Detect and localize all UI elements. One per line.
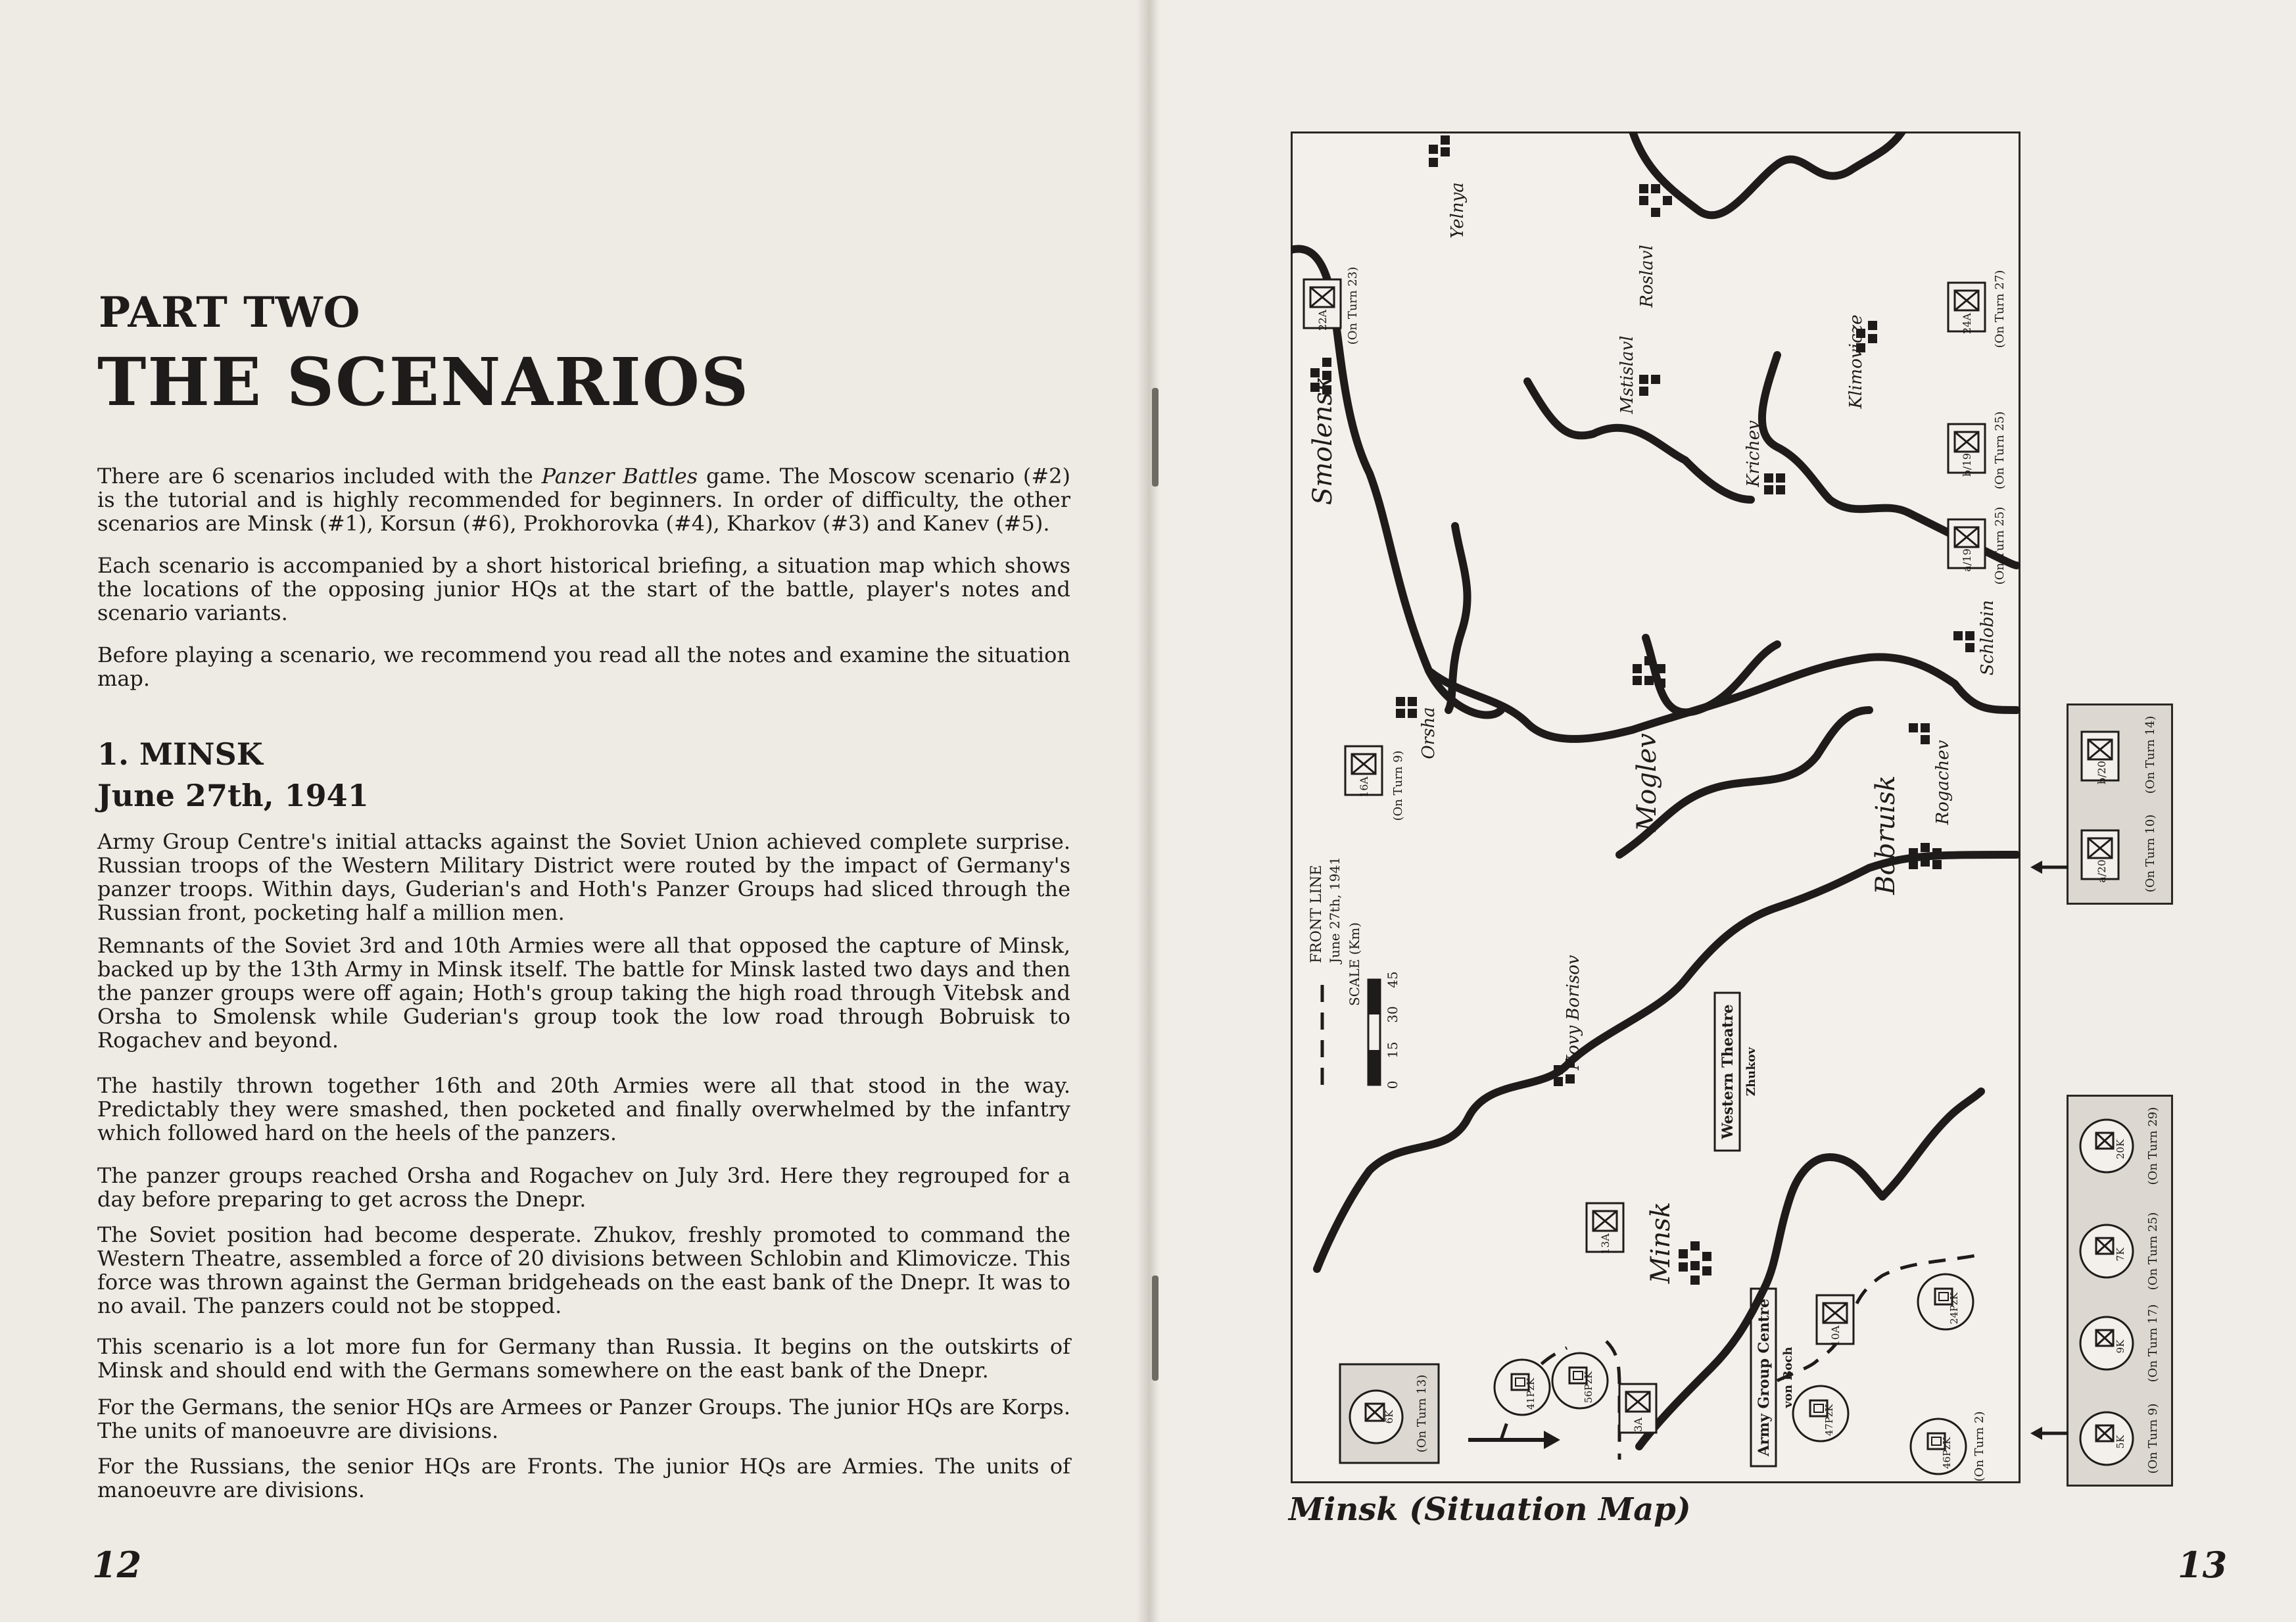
- scale-bar-segment-1: [1368, 1050, 1380, 1085]
- place-mstislavl: Mstislavl: [1617, 335, 1637, 414]
- unit-56pzk-label: 56PzK: [1583, 1371, 1594, 1404]
- unit-22a-turn: (On Turn 23): [1346, 266, 1360, 345]
- scale-tick-15: 15: [1385, 1041, 1400, 1059]
- unit-3a: [1619, 1384, 1656, 1433]
- unit-b19-turn: (On Turn 25): [1993, 411, 2007, 490]
- unit-5k-turn: (On Turn 9): [2146, 1403, 2160, 1474]
- scale-tick-45: 45: [1385, 971, 1400, 988]
- unit-41pzk: [1495, 1360, 1550, 1415]
- staple-top: [1152, 388, 1159, 487]
- unit-5k-label: 5K: [2115, 1435, 2126, 1449]
- legend-front-line-label: FRONT LINE: [1308, 865, 1325, 963]
- unit-46pzk-label: 46PzK: [1941, 1437, 1953, 1469]
- place-klimovicze: Klimovicze: [1846, 314, 1866, 409]
- scale-tick-0: 0: [1385, 1080, 1400, 1089]
- town-minsk-icon: [1679, 1241, 1711, 1285]
- unit-16a-label: 16A: [1358, 776, 1370, 798]
- reinforcement-box-6k: [1340, 1364, 1439, 1463]
- place-minsk: Minsk: [1646, 1201, 1676, 1284]
- sozh-branch-river: [1527, 381, 1751, 500]
- german-reinforcements: [2069, 1097, 2171, 1485]
- part-label: PART TWO: [99, 288, 361, 337]
- soviet-reinforcements: [2069, 705, 2171, 903]
- unit-9k-turn: (On Turn 17): [2146, 1304, 2160, 1383]
- unit-47pzk-label: 47PzK: [1823, 1404, 1835, 1437]
- map-legend: [1308, 857, 1400, 1089]
- town-yelnya-icon: [1429, 135, 1450, 167]
- army-group-centre-label: Army Group Centre: [1756, 1299, 1773, 1456]
- unit-24a: [1948, 270, 2007, 348]
- body-paragraph-3: The hastily thrown together 16th and 20th Armies were all that stood in the way. Predictably they were smashed, then pocketed and finally overwhelmed by the infantry which followed hard on the heels of the panzers.: [97, 1073, 1070, 1145]
- unit-46pzk-turn: (On Turn 2): [1973, 1411, 1986, 1482]
- page-number-left: 12: [92, 1544, 142, 1586]
- town-schlobin-icon: [1953, 631, 1974, 652]
- body-paragraph-6: This scenario is a lot more fun for Germany than Russia. It begins on the outskirts of Minsk and should end with the Germans somewhere on the east bank of the Dnepr.: [97, 1334, 1070, 1383]
- unit-13a-label: 13A: [1599, 1233, 1612, 1254]
- left-page: [0, 0, 1147, 1622]
- part-title: THE SCENARIOS: [97, 343, 750, 421]
- place-bobruisk: Bobruisk: [1871, 775, 1901, 895]
- oka-branch-river: [1448, 526, 1468, 710]
- place-smolensk: Smolensk: [1308, 375, 1338, 506]
- unit-10a-label: 10A: [1829, 1325, 1842, 1347]
- intro-paragraph-2: Each scenario is accompanied by a short historical briefing, a situation map which shows the locations of the opposing junior HQs at the start of the battle, player's notes and scenario variants.: [97, 553, 1070, 625]
- unit-6k-turn: (On Turn 13): [1415, 1374, 1429, 1453]
- unit-20k-label: 20K: [2115, 1139, 2126, 1160]
- unit-9k-label: 9K: [2115, 1339, 2126, 1354]
- body-paragraph-7: For the Germans, the senior HQs are Armees or Panzer Groups. The junior HQs are Korps. The units of manoeuvre are divisions.: [97, 1395, 1070, 1443]
- unit-16a: [1345, 746, 1405, 821]
- place-schlobin: Schlobin: [1978, 600, 1997, 676]
- town-rogachev-icon: [1909, 723, 1930, 744]
- entry-arrow-head-icon: [1544, 1431, 1560, 1449]
- unit-a20-label: a/20: [2095, 859, 2108, 883]
- place-yelnya: Yelnya: [1448, 182, 1468, 239]
- unit-10a: [1817, 1295, 1854, 1347]
- unit-b20-label: b/20: [2095, 761, 2108, 784]
- body-paragraph-2: Remnants of the Soviet 3rd and 10th Armies were all that opposed the capture of Minsk, backed up by the 13th Army in Minsk itself. The battle for Minsk lasted two days and then the panzer groups were off again; Hoth's group taking the high road through Vitebsk and Orsha to Smolensk while Guderian's group took the low road through Bobruisk to Rogachev and beyond.: [97, 933, 1070, 1053]
- german-units: [1495, 1274, 1986, 1482]
- unit-16a-turn: (On Turn 9): [1391, 750, 1405, 821]
- body-paragraph-1: Army Group Centre's initial attacks against the Soviet Union achieved complete surprise. Russian troops of the Western Military District were routed by the impact of Germany's panzer troops. Within days, Guderian's and Hoth's Panzer Groups had sliced through the Russian front, pocketing half a million men.: [97, 829, 1070, 925]
- unit-3a-label: 3A: [1632, 1418, 1644, 1432]
- unit-a19: [1948, 507, 2007, 585]
- place-names: [1308, 182, 1997, 1284]
- sozh-river: [1633, 131, 1902, 215]
- scale-tick-30: 30: [1385, 1006, 1400, 1023]
- place-novy-borisov: Novy Borisov: [1564, 955, 1583, 1070]
- place-krichev: Krichev: [1744, 420, 1763, 487]
- legend-front-line-date: June 27th, 1941: [1327, 857, 1343, 963]
- body-paragraph-5: The Soviet position had become desperate. Zhukov, freshly promoted to command the Western Theatre, assembled a force of 20 divisions between Schlobin and Klimovicze. This force was thrown against the German bridgeheads on the east bank of the Dnepr. It was to no avail. The panzers could not be stopped.: [97, 1222, 1070, 1318]
- place-rogachev: Rogachev: [1933, 740, 1953, 825]
- town-moglev-icon: [1633, 656, 1665, 688]
- unit-24pzk-label: 24PzK: [1948, 1292, 1960, 1325]
- reinforcement-box-soviet: [2067, 704, 2173, 905]
- reinforcement-box-german: [2067, 1095, 2173, 1487]
- section-heading: 1. MINSK: [97, 736, 263, 772]
- drut-river: [1646, 638, 1777, 712]
- unit-24pzk: [1918, 1274, 1973, 1329]
- section-date: June 27th, 1941: [97, 778, 369, 813]
- western-theatre-label: Western Theatre: [1719, 1004, 1736, 1139]
- intro-paragraph-3: Before playing a scenario, we recommend you read all the notes and examine the situation map.: [97, 642, 1070, 691]
- town-krichev-icon: [1764, 473, 1785, 494]
- scale-bar-segment-3: [1368, 980, 1380, 1014]
- staple-bottom: [1152, 1276, 1159, 1381]
- place-moglev: Moglev: [1632, 733, 1662, 832]
- unit-7k-label: 7K: [2115, 1247, 2126, 1262]
- german-arrow-icon: [2030, 1424, 2070, 1443]
- page-number-right: 13: [2178, 1544, 2228, 1586]
- map-caption: Minsk (Situation Map): [1289, 1491, 1691, 1528]
- soviet-arrow-icon: [2030, 858, 2070, 876]
- unit-a19-label: a/19: [1961, 548, 1973, 572]
- body-paragraph-8: For the Russians, the senior HQs are Fronts. The junior HQs are Armies. The units of manoeuvre are divisions.: [97, 1454, 1070, 1502]
- unit-46pzk: [1911, 1411, 1986, 1481]
- legend-scale-label: SCALE (Km): [1347, 922, 1362, 1006]
- von-boch-label: von Boch: [1781, 1347, 1795, 1408]
- unit-b20-turn: (On Turn 14): [2143, 715, 2157, 794]
- unit-a19-turn: (On Turn 25): [1993, 506, 2007, 585]
- intro-paragraph-1: There are 6 scenarios included with the Panzer Battles game. The Moscow scenario (#2) is the tutorial and is highly recommended for beginners. In order of difficulty, the other scenarios are Minsk (#1), Korsun (#6), Prokhorovka (#4), Kharkov (#3) and Kanev (#5).: [97, 464, 1071, 536]
- unit-41pzk-label: 41PzK: [1525, 1377, 1537, 1410]
- town-mstislavl-icon: [1639, 375, 1660, 396]
- body-paragraph-4: The panzer groups reached Orsha and Rogachev on July 3rd. Here they regrouped for a day before preparing to get across the Dnepr.: [97, 1163, 1070, 1212]
- unit-6k-label: 6K: [1383, 1410, 1395, 1424]
- place-roslavl: Roslavl: [1637, 245, 1657, 308]
- unit-a20-turn: (On Turn 10): [2143, 814, 2157, 893]
- unit-47pzk: [1793, 1386, 1848, 1441]
- zhukov-label: Zhukov: [1744, 1047, 1758, 1097]
- game-title: Panzer Battles: [541, 464, 698, 489]
- unit-24a-label: 24A: [1961, 313, 1973, 334]
- unit-b19: [1948, 412, 2007, 490]
- unit-20k-turn: (On Turn 29): [2146, 1107, 2160, 1185]
- ptich-river: [1882, 1091, 1981, 1197]
- unit-7k-turn: (On Turn 25): [2146, 1212, 2160, 1291]
- situation-map: [1291, 131, 2021, 1483]
- unit-22a-label: 22A: [1316, 310, 1329, 331]
- unit-b19-label: b/19: [1961, 453, 1973, 477]
- town-orsha-icon: [1396, 697, 1417, 718]
- place-orsha: Orsha: [1419, 707, 1439, 759]
- unit-22a: [1304, 267, 1360, 345]
- unit-56pzk: [1552, 1353, 1608, 1408]
- unit-24a-turn: (On Turn 27): [1993, 270, 2007, 348]
- unit-13a: [1587, 1203, 1623, 1254]
